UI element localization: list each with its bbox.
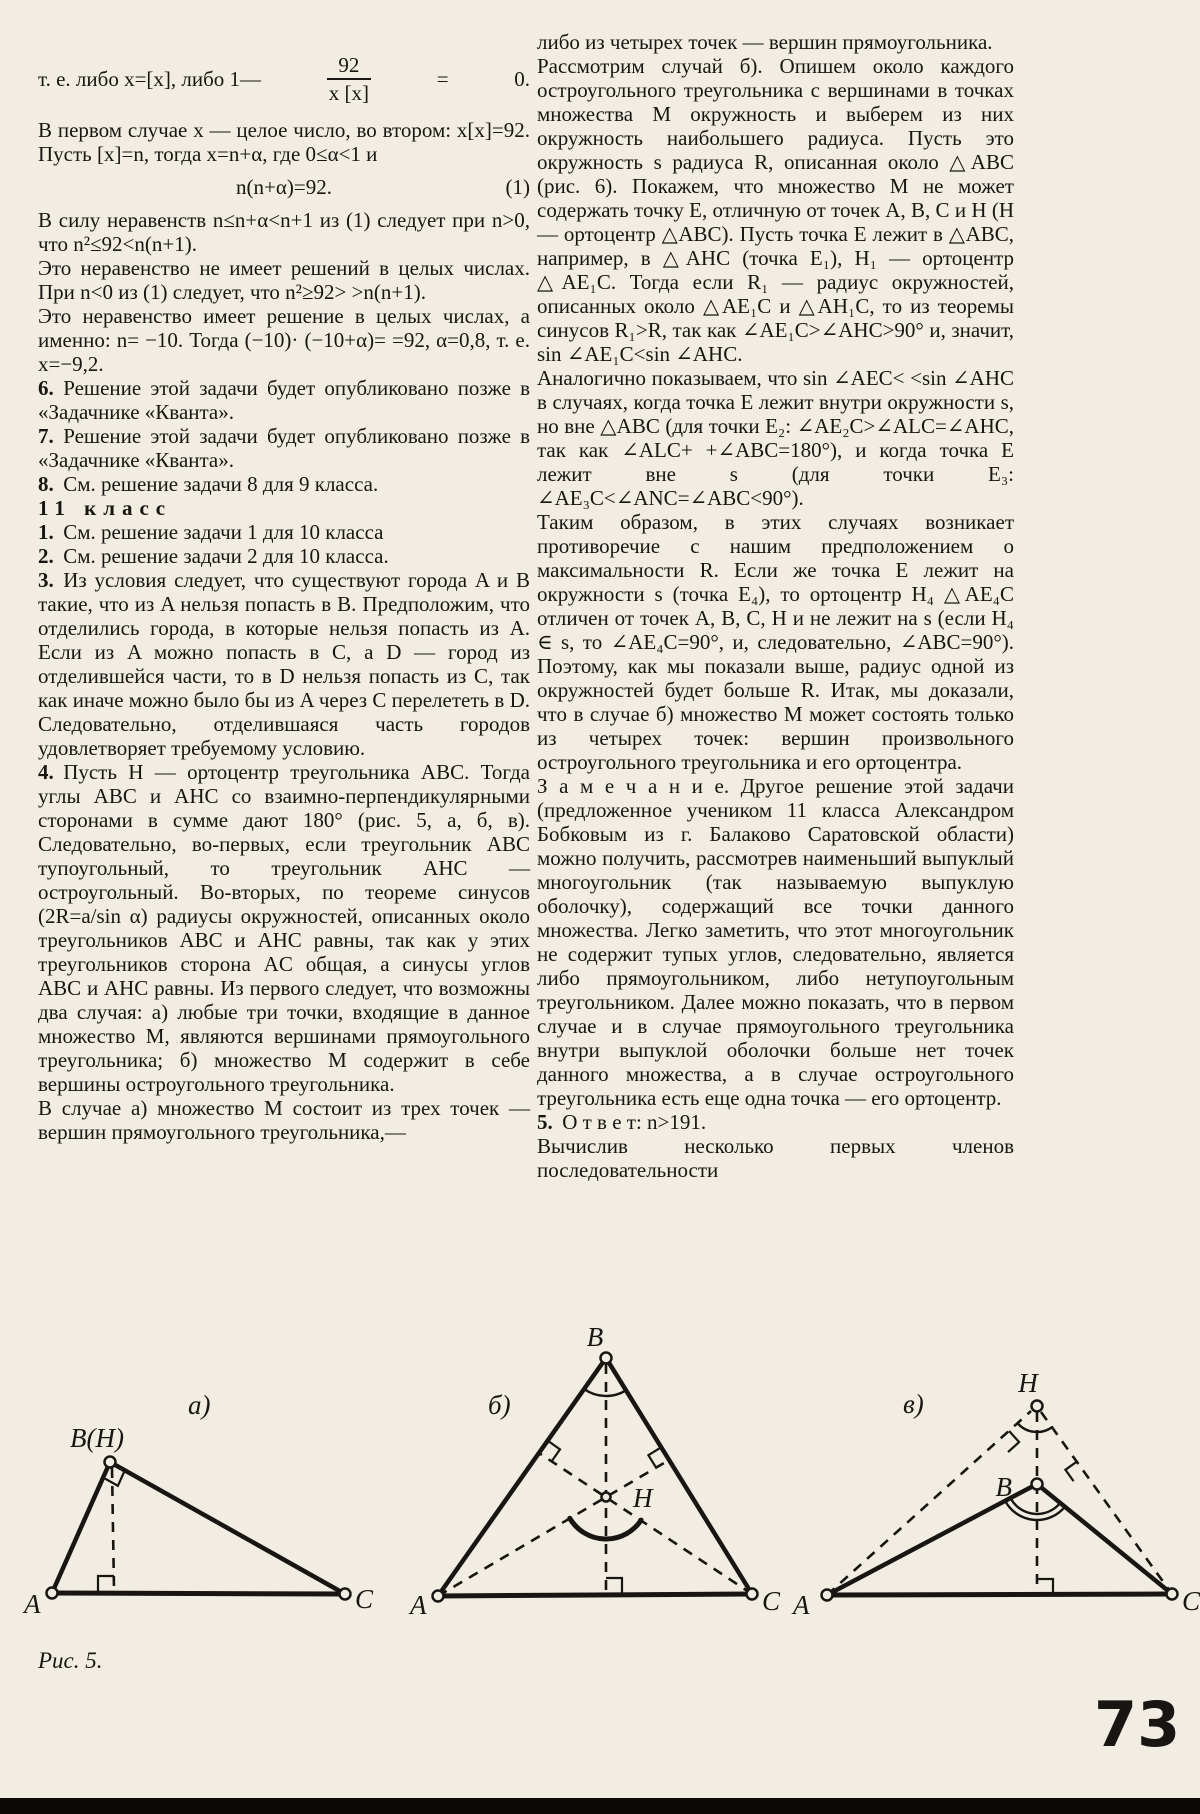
vertex-c-marker	[340, 1589, 351, 1600]
solution-item-2	[38, 544, 530, 568]
angle-arc-at-h	[1018, 1423, 1052, 1432]
vertex-a-marker	[822, 1590, 833, 1601]
triangle-a-altitude	[112, 1468, 114, 1590]
paragraph-case-b: Рассмотрим случай б). Опишем около каждого остроугольного треугольника с вершинами в точках множества M окружность и выберем из них окружность наибольшего радиуса. Пусть это окружность s радиуса R, описанная около △ABC (рис. 6). Покажем, что множество M не может содержать точку E, отличную от точек A, B, C и H (H — ортоцентр △ABC). Пусть точка E лежит в △ABC, например, в △AHC (точка E₁), H₁ — ортоцентр △AE₁C. Тогда если R₁ — радиус окружностей, описанных около △AE₁C и △AH₁C, то из теоремы синусов R₁>R, так как ∠AE₁C>∠AHC>90° и, значит, sin ∠AE₁C<sin ∠AHC.	[537, 54, 1014, 366]
right-angle-at-foot	[98, 1576, 114, 1592]
item-number: 6.	[38, 376, 54, 400]
item-number: 4.	[38, 760, 54, 784]
orthocenter-label: H	[1018, 1368, 1038, 1398]
item-text: См. решение задачи 1 для 10 класса	[63, 520, 384, 544]
figure-5a-label: а)	[188, 1390, 211, 1420]
paragraph-compute: Вычислив несколько первых членов последовательности	[537, 1134, 1014, 1182]
orthocenter-marker	[602, 1493, 611, 1502]
figure-5b-label: б)	[488, 1390, 511, 1420]
triangle-v-base	[827, 1594, 1172, 1595]
paragraph-analogous: Аналогично показываем, что sin ∠AEC< <sin ∠AHC в случаях, когда точка E лежит внутри окружности s, но вне △ABC (для точки E₂: ∠AE₂C>∠ALC=∠AHC, так как ∠ALC+ +∠ABC=180°), и когда точка E лежит вне s (для точки E₃: ∠AE₃C<∠ANC=∠ABC<90°).	[537, 366, 1014, 510]
orthocenter-label: H	[633, 1483, 653, 1513]
triangle-b-base	[438, 1594, 752, 1596]
scan-edge-bar	[0, 1798, 1200, 1814]
fraction-pre-text: т. е. либо x=[x], либо 1—	[38, 67, 262, 91]
equation-number: (1)	[505, 175, 530, 199]
vertex-a-marker	[47, 1588, 58, 1599]
item-text: Решение этой задачи будет опубликовано позже в «Задачнике «Кванта».	[38, 424, 530, 472]
item-text: См. решение задачи 2 для 10 класса.	[63, 544, 389, 568]
vertex-a-label: A	[24, 1589, 41, 1619]
vertex-b-h-label: B(H)	[70, 1423, 124, 1453]
equation-1	[38, 175, 530, 199]
equation-formula: n(n+α)=92.	[236, 175, 332, 199]
figure-5	[0, 1325, 1200, 1625]
vertex-c-label: C	[762, 1586, 781, 1616]
item-text: См. решение задачи 8 для 9 класса.	[63, 472, 379, 496]
paragraph-has-solution: Это неравенство имеет решение в целых числах, а именно: n= −10. Тогда (−10)· (−10+α)= =92, α=0,8, т. е. x=−9,2.	[38, 304, 530, 376]
item-number: 2.	[38, 544, 54, 568]
paragraph-first-case: В первом случае x — целое число, во втором: x[x]=92. Пусть [x]=n, тогда x=n+α, где 0≤α<1 и	[38, 118, 530, 166]
solution-item-3	[38, 568, 530, 760]
grade-11-heading: 11 класс	[38, 496, 173, 520]
vertex-c-label: C	[1182, 1586, 1200, 1616]
solution-item-4	[38, 760, 530, 1096]
figure-5v-label: в)	[903, 1389, 924, 1419]
solution-item-5	[537, 1110, 1014, 1134]
item-text: Решение этой задачи будет опубликовано позже в «Задачнике «Кванта».	[38, 376, 530, 424]
paragraph-inequality: В силу неравенств n≤n+α<n+1 из (1) следует при n>0, что n²≤92<n(n+1).	[38, 208, 530, 256]
item-number: 3.	[38, 568, 54, 592]
figure-5a	[22, 1390, 374, 1619]
item-number: 1.	[38, 520, 54, 544]
vertex-a-label: A	[793, 1590, 810, 1620]
angle-arc-at-b-inner	[1011, 1498, 1061, 1514]
solution-item-1	[38, 520, 530, 544]
right-angle-on-hc	[1065, 1462, 1076, 1482]
vertex-a-marker	[433, 1591, 444, 1602]
vertex-c-marker	[1167, 1589, 1178, 1600]
figure-5b	[408, 1325, 781, 1620]
fraction	[327, 52, 371, 106]
right-column	[537, 30, 1014, 1182]
solution-item-7	[38, 424, 530, 472]
paragraph-remark: З а м е ч а н и е. Другое решение этой задачи (предложенное учеником 11 класса Александром Бобковым из г. Балаково Саратовской области) можно получить, рассмотрев наименьший выпуклый многоугольник (так называемую выпуклую оболочку), содержащий все точки данного множества. Легко заметить, что этот многоугольник не содержит тупых углов, следовательно, является либо прямоугольником, либо нетупоугольным треугольником. Далее можно показать, что в первом случае и в случае прямоугольного треугольника внутри выпуклой оболочки больше нет точек данного множества, а в случае остроугольного треугольника есть еще одна точка — его ортоцентр.	[537, 774, 1014, 1110]
fraction-result: 0.	[514, 67, 530, 91]
right-angle-on-ah	[1008, 1431, 1019, 1452]
paragraph-continuation: либо из четырех точек — вершин прямоугольника.	[537, 30, 993, 54]
item-number: 7.	[38, 424, 54, 448]
vertex-a-label: A	[410, 1590, 427, 1620]
fraction-denominator: x [x]	[328, 81, 369, 105]
vertex-b-marker	[1032, 1479, 1043, 1490]
paragraph-no-solutions: Это неравенство не имеет решений в целых числах. При n<0 из (1) следует, что n²≥92> >n(n+1).	[38, 256, 530, 304]
triangle-a-sides	[52, 1462, 345, 1594]
left-column	[38, 40, 530, 1144]
figure-caption: Рис. 5.	[38, 1648, 103, 1673]
paragraph-thus: Таким образом, в этих случаях возникает противоречие с нашим предположением о максимальности R. Если же точка E лежит на окружности s (точка E₄), то ортоцентр H₄ △AE₄C отличен от точек A, B, C, H и не лежит на s (если H₄ ∈ s, то ∠AE₄C=90°, и, следовательно, ∠ABC=90°). Поэтому, как мы показали выше, радиус одной из окружностей будет больше R. Итак, мы доказали, что в случае б) множество M может состоять только из четырех точек: вершин произвольного остроугольного треугольника и его ортоцентра.	[537, 510, 1014, 774]
figure-5v	[791, 1368, 1200, 1620]
right-angle-on-base	[606, 1578, 622, 1594]
paragraph-fraction-line	[38, 40, 530, 118]
item-number: 8.	[38, 472, 54, 496]
vertex-b-label: B	[586, 1325, 604, 1352]
paragraph-case-a: В случае а) множество M состоит из трех точек — вершин прямоугольного треугольника,—	[38, 1096, 530, 1144]
page-number: 73	[1094, 1688, 1181, 1761]
fraction-equals: =	[436, 67, 449, 91]
solution-item-6	[38, 376, 530, 424]
vertex-c-label: C	[355, 1584, 374, 1614]
vertex-b-marker	[105, 1457, 116, 1468]
item-number: 5.	[537, 1110, 553, 1134]
fraction-numerator: 92	[327, 52, 371, 80]
vertex-c-marker	[747, 1589, 758, 1600]
triangle-a-base	[52, 1593, 345, 1594]
vertex-b-label: B	[995, 1472, 1012, 1502]
item-text: Пусть H — ортоцентр треугольника ABC. Тогда углы ABC и AHC со взаимно-перпендикулярными сторонами в сумме дают 180° (рис. 5, а, б, в). Следовательно, во-первых, если треугольник ABC тупоугольный, то треугольник AHC — остроугольный. Во-вторых, по теореме синусов (2R=a/sin α) радиусы окружностей, описанных около треугольников ABC и AHC равны, так как у этих треугольников сторона AC общая, а синусы углов ABC и AHC равны. Из первого следует, что возможны два случая: а) любые три точки, входящие в данное множество M, являются вершинами прямоугольного треугольника; б) множество M содержит в себе вершины остроугольного треугольника.	[38, 760, 530, 1096]
vertex-b-marker	[601, 1353, 612, 1364]
solution-item-8	[38, 472, 530, 496]
item-text: Из условия следует, что существуют города A и B такие, что из A нельзя попасть в B. Предположим, что отделились города, в которые нельзя попасть из A. Если из A можно попасть в C, а D — город из отделившейся части, то в D нельзя попасть из C, так как иначе можно было бы из A через C перелететь в D. Следовательно, отделившаяся часть городов удовлетворяет требуемому условию.	[38, 568, 530, 760]
orthocenter-marker	[1032, 1401, 1043, 1412]
item-text: О т в е т: n>191.	[562, 1110, 707, 1134]
